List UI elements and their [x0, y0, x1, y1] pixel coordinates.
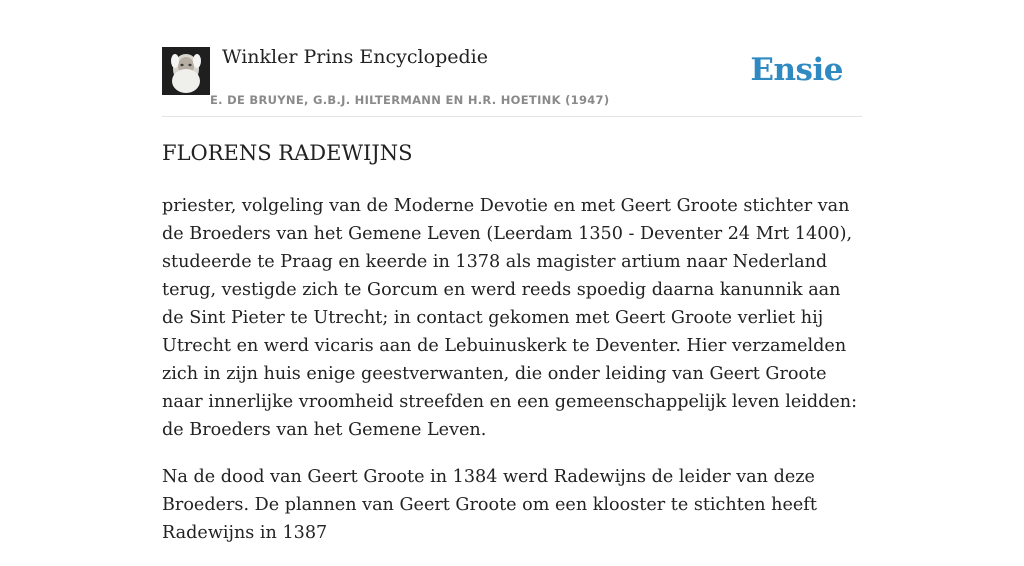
- author-avatar[interactable]: [162, 47, 210, 95]
- brand-logo[interactable]: Ensie: [750, 52, 843, 88]
- source-authors: E. DE BRUYNE, G.B.J. HILTERMANN EN H.R. HOETINK (1947): [210, 93, 610, 107]
- paragraph: priester, volgeling van de Moderne Devotie en met Geert Groote stichter van de Broeders van het Gemene Leven (Leerdam 1350 - Deventer 24 Mrt 1400), studeerde te Praag en keerde in 1378 als magister artium naar Nederland terug, vestigde zich te Gorcum en werd reeds spoedig daarna kanunnik aan de Sint Pieter te Utrecht; in contact gekomen met Geert Groote verliet hij Utrecht en werd vicaris aan de Lebuinuskerk te Deventer. Hier verzamelden zich in zijn huis enige geestverwanten, die onder leiding van Geert Groote naar innerlijke vroomheid streefden en een gemeenschappelijk leven leidden: de Broeders van het Gemene Leven.: [162, 196, 858, 440]
- source-header: [162, 44, 862, 117]
- source-title[interactable]: Winkler Prins Encyclopedie: [222, 46, 488, 68]
- entry-body: [162, 192, 867, 566]
- entry-title: FLORENS RADEWIJNS: [162, 141, 413, 165]
- portrait-icon: [162, 47, 210, 95]
- paragraph: Na de dood van Geert Groote in 1384 werd Radewijns de leider van deze Broeders. De plannen van Geert Groote om een klooster te stichten heeft Radewijns in 1387: [162, 467, 817, 543]
